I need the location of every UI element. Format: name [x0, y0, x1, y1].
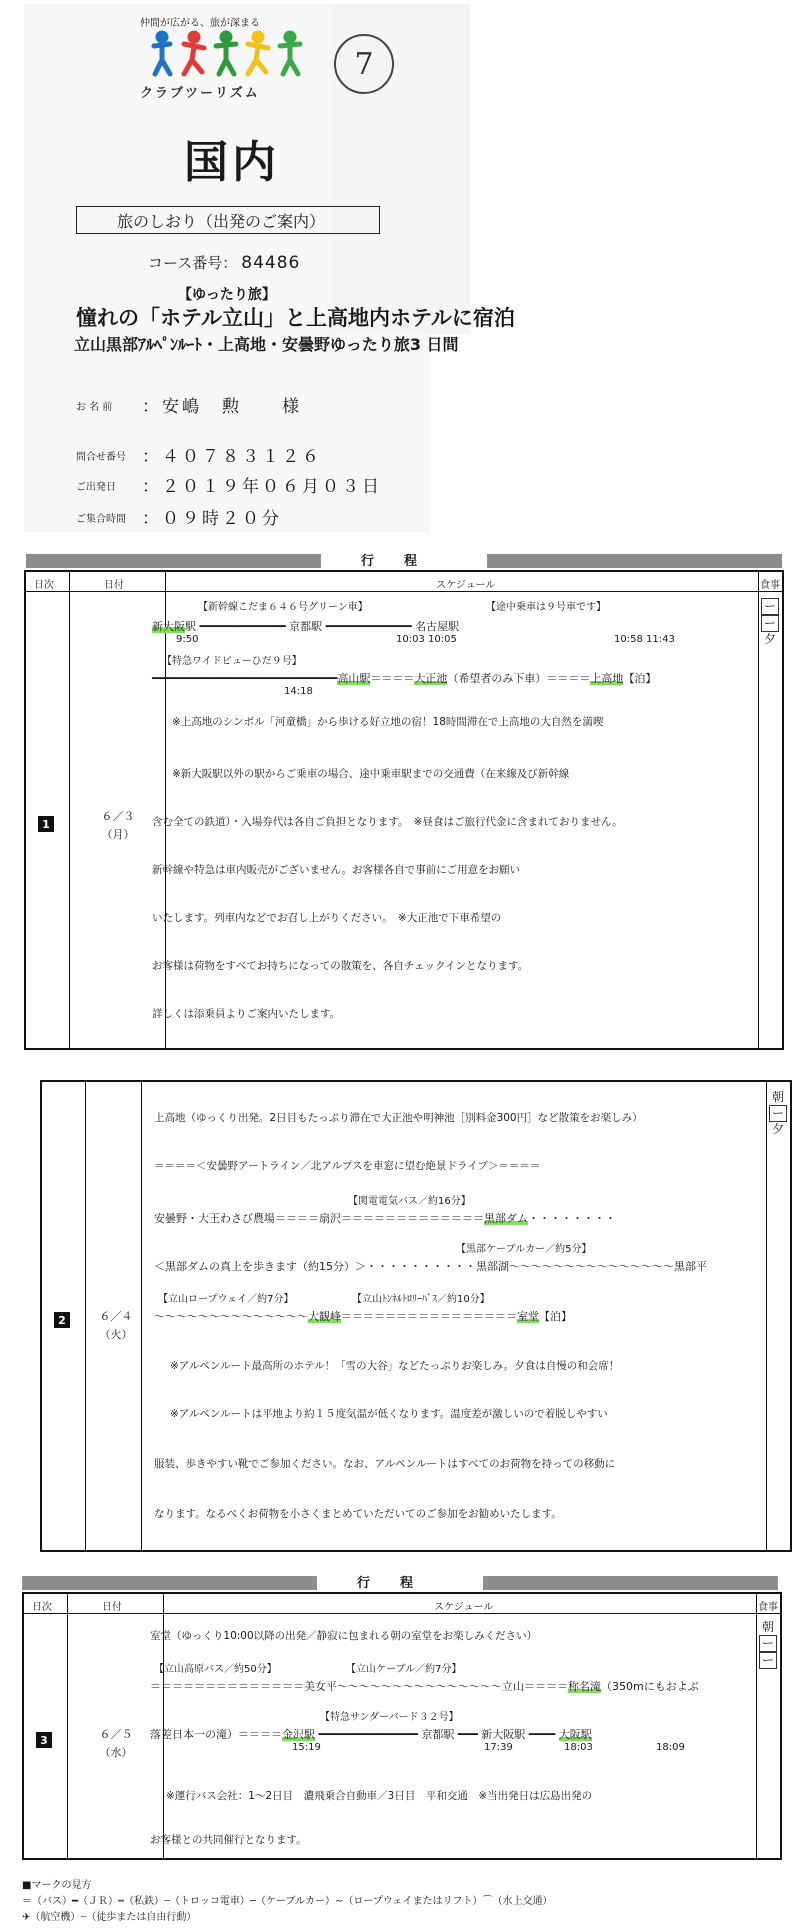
route: 安曇野・大王わさび農場＝＝＝＝扇沢＝＝＝＝＝＝＝＝＝＝＝＝＝ — [154, 1212, 484, 1225]
legend-line: ✈（航空機）┈（徒歩または自由行動） — [22, 1912, 197, 1923]
trolley-label: 【立山ﾄﾝﾈﾙﾄﾛﾘｰﾊﾞｽ／約10分】 — [352, 1294, 490, 1305]
walk-line: ・・・・・・・・ — [528, 1212, 616, 1225]
col-meal — [766, 1082, 790, 1550]
course-label: コース番号： — [148, 254, 238, 272]
cable-label: 【黒部ケーブルカー／約5分】 — [456, 1244, 592, 1255]
station-note: （希望者のみ下車） — [447, 672, 547, 685]
meal-cell — [758, 1620, 778, 1669]
time: 9:50 — [176, 634, 199, 645]
rail-line: ━━━ — [454, 1728, 482, 1741]
schedule-line: 上高地（ゆっくり出発。2日目もたっぷり滞在で大正池や明神池［別料金300円］など散策をお楽しみ） — [154, 1112, 643, 1124]
handwritten-circle-mark: 7 — [334, 34, 394, 94]
note: いたします。列車内などでお召し上がりください。 ※大正池で下車希望の — [152, 912, 502, 924]
route-row — [154, 1308, 572, 1324]
meal-breakfast: ー — [761, 598, 779, 615]
rail-line: ━━━━━━━━━━━━━━━ — [315, 1728, 422, 1741]
bus-label: 【関電電気バス／約16分】 — [348, 1196, 471, 1207]
meal-lunch: ー — [761, 615, 779, 632]
note: 含む全ての鉄道）・入場券代は各自ご負担となります。 ※昼食はご旅行代金に含まれておりません。 — [152, 816, 623, 828]
rail-line: ━━━━━━━━━━━━━ — [196, 620, 290, 633]
route: ＝＝＝＝＝＝＝＝＝＝＝＝＝＝美女平～～～～～～～～～～～～～～～立山＝＝＝＝ — [150, 1680, 568, 1693]
time: 17:39 — [484, 1742, 513, 1753]
station: 名古屋駅 — [415, 620, 460, 633]
note: お客様との共同催行となります。 — [150, 1834, 307, 1846]
time: 18:03 — [564, 1742, 593, 1753]
tour-title-line2: 立山黒部ｱﾙﾍﾟﾝﾙｰﾄ・上高地・安曇野ゆったり旅3 日間 — [74, 335, 459, 354]
note: 服装、歩きやすい靴でご参加ください。なお、アルペンルートはすべてのお荷物を持っての移動に — [154, 1458, 616, 1470]
note: ※上高地のシンボル「河童橋」から歩ける好立地の宿！18時間滞在で上高地の大自然を満喫 — [172, 716, 604, 728]
rail-line: ━━━━━━━━━━━━━ — [322, 620, 416, 633]
course-number — [148, 252, 300, 273]
date-cell — [86, 1308, 146, 1344]
depart-value: ：２０１９年０６月０３日 — [142, 477, 382, 497]
weekday: （火） — [99, 1328, 133, 1341]
col-date-label: 日付 — [102, 1602, 122, 1613]
day3-sheet — [22, 1592, 782, 1860]
note: 新幹線や特急は車内販売がございません。お客様各自で事前にご用意をお願い — [152, 864, 521, 876]
bus-line: ＝＝＝＝ — [546, 672, 591, 685]
weekday: （月） — [101, 828, 135, 841]
note: ※アルペンルート最高所のホテル！「雪の大谷」などたっぷりお楽しみ。夕食は自慢の和会席！ — [170, 1360, 620, 1372]
col-meal-label: 食事 — [758, 1602, 778, 1613]
day1-sheet — [24, 570, 784, 1050]
bus-label: 【立山高原バス／約50分】 — [154, 1664, 277, 1675]
stay-mark: 【泊】 — [623, 672, 657, 685]
meal-lunch: ー — [769, 1105, 787, 1122]
station: 称名滝 — [568, 1680, 601, 1693]
note: なります。なるべくお荷物を小さくまとめていただいてのご参加をお勧めいたします。 — [154, 1508, 562, 1520]
station: 新大阪駅 — [481, 1728, 526, 1741]
brand-name: クラブツーリズム — [140, 86, 260, 101]
meal-breakfast: 朝 — [771, 1090, 784, 1104]
route: 落差日本一の滝）＝＝＝＝ — [150, 1728, 282, 1741]
guide-title: 旅のしおり（出発のご案内） — [117, 211, 326, 231]
time: 10:58 11:43 — [614, 634, 675, 645]
tour-title-line1: 憧れの「ホテル立山」と上高地内ホテルに宿泊 — [76, 306, 515, 330]
meet-label: ご集合時間 — [76, 514, 126, 525]
day2-sheet — [40, 1080, 792, 1552]
itinerary-title: 行程 — [317, 1572, 483, 1591]
bus-line: ＝＝＝＝ — [370, 672, 415, 685]
time: 15:19 — [292, 1742, 321, 1753]
meal-lunch: ー — [759, 1635, 777, 1652]
note: ※新大阪駅以外の駅からご乗車の場合、途中乗車駅までの交通費（在来線及び新幹線 — [172, 768, 570, 780]
station-suffix: 駅 — [185, 620, 196, 633]
ropeway-label: 【立山ロープウェイ／約7分】 — [158, 1294, 294, 1305]
col-meal-label: 食事 — [760, 580, 780, 591]
col-schedule-label: スケジュール — [434, 1602, 494, 1613]
name-value: ：安嶋 勲 様 — [142, 397, 302, 417]
train-label: 【特急サンダーバード３２号】 — [320, 1712, 459, 1723]
train1-note: 【途中乗車は９号車です】 — [486, 602, 606, 613]
date-cell — [86, 1726, 146, 1762]
col-day — [24, 1594, 68, 1858]
inquiry-label: 問合せ番号 — [76, 452, 126, 463]
day-number: 3 — [36, 1732, 52, 1748]
itinerary-header-bar — [26, 554, 782, 568]
rail-line: ━━━━ — [525, 1728, 559, 1741]
meal-dinner: 夕 — [763, 632, 776, 646]
col-date-label: 日付 — [104, 580, 124, 591]
route-row: ＜黒部ダムの真上を歩きます（約15分）＞・・・・・・・・・・黒部湖～～～～～～～～～～～～～～～黒部平 — [154, 1260, 707, 1273]
col-day-label: 日次 — [32, 1602, 52, 1613]
meal-cell — [768, 1090, 788, 1137]
weekday: （水） — [99, 1746, 133, 1759]
col-day — [26, 572, 70, 1048]
station: 金沢駅 — [282, 1728, 315, 1741]
schedule-line: ＝＝＝＝＜安曇野アートライン／北アルプスを車窓に望む絶景ドライブ＞＝＝＝＝ — [154, 1160, 541, 1172]
date-value: ６／４ — [99, 1310, 133, 1323]
bus-line: ＝＝＝＝＝＝＝＝＝＝＝＝＝＝＝＝ — [341, 1310, 517, 1323]
time: 14:18 — [284, 686, 313, 697]
meal-cell — [760, 598, 780, 647]
legend-title: ■マークの見方 — [22, 1880, 92, 1891]
meal-dinner: ー — [759, 1652, 777, 1669]
station: 京都駅 — [421, 1728, 455, 1741]
train2-label: 【特急ワイドビューひだ９号】 — [162, 656, 302, 667]
tagline: 仲間が広がる、旅が深まる — [140, 18, 260, 29]
name-label: お 名 前 — [76, 402, 113, 413]
date-value: ６／３ — [101, 810, 135, 823]
itinerary-header-bar — [22, 1576, 778, 1590]
tour-subtitle: 【ゆったり旅】 — [178, 287, 276, 303]
meet-value: ：０９時２０分 — [142, 509, 282, 529]
club-tourism-logo — [150, 30, 310, 80]
course-value: 84486 — [241, 253, 301, 273]
train1-label: 【新幹線こだま６４６号グリーン車】 — [198, 602, 368, 613]
guide-title-box — [76, 206, 380, 234]
stay-mark: 【泊】 — [539, 1310, 572, 1323]
table-header — [26, 572, 782, 592]
route-row2 — [152, 670, 656, 686]
table-header — [24, 1594, 780, 1614]
route-row — [150, 1678, 699, 1694]
note: 詳しくは添乗員よりご案内いたします。 — [152, 1008, 341, 1020]
date-value: ６／５ — [99, 1728, 133, 1741]
station: 室堂 — [517, 1310, 539, 1323]
station: 京都駅 — [289, 620, 323, 633]
station: 高山駅 — [337, 672, 371, 685]
station: 大阪駅 — [558, 1728, 592, 1741]
station-note: （350mにもおよぶ — [601, 1680, 699, 1693]
legend-line: ＝（バス）━（ＪＲ）┅（私鉄）┄（トロッコ電車）─（ケーブルカー）∼（ロープウェイまたはリフト）⌒（水上交通） — [22, 1896, 553, 1907]
station: 新大阪 — [152, 620, 185, 633]
note: ※アルペンルートは平地より約１５度気温が低くなります。温度差が激しいので着脱しやすい — [170, 1408, 608, 1420]
station: 大正池 — [414, 672, 448, 685]
col-schedule-label: スケジュール — [436, 580, 496, 591]
day-number: 1 — [38, 816, 54, 832]
date-cell — [88, 808, 148, 844]
route-row1 — [152, 618, 459, 634]
station: 大観峰 — [308, 1310, 341, 1323]
cover-page — [0, 0, 806, 540]
time: 10:03 10:05 — [396, 634, 457, 645]
route-row — [150, 1726, 592, 1742]
col-day-label: 日次 — [34, 580, 54, 591]
note: お客様は荷物をすべてお持ちになっての散策を、各自チェックインとなります。 — [152, 960, 529, 972]
inquiry-value: ：４０７８３１２６ — [142, 447, 322, 467]
meal-breakfast: 朝 — [761, 1620, 774, 1634]
domestic-heading: 国内 — [184, 137, 280, 188]
schedule-line: 室堂（ゆっくり10:00以降の出発／静寂に包まれる朝の室堂をお楽しみください） — [150, 1630, 538, 1642]
depart-label: ご出発日 — [76, 482, 116, 493]
station: 黒部ダム — [484, 1212, 528, 1225]
note: ※運行バス会社：1～2日目 濃飛乗合自動車／3日目 平和交通 ※当出発日は広島出発の — [166, 1790, 593, 1802]
route-row — [154, 1210, 616, 1226]
itinerary-title: 行程 — [321, 550, 487, 569]
ropeway-line: ～～～～～～～～～～～～～～ — [154, 1310, 308, 1323]
cable-label: 【立山ケーブル／約7分】 — [346, 1664, 462, 1675]
time: 18:09 — [656, 1742, 685, 1753]
meal-dinner: 夕 — [771, 1122, 784, 1136]
station: 上高地 — [590, 672, 624, 685]
rail-line: ━━━━━━━━━━━━━━━━━━━━━━━━━━━━ — [152, 672, 338, 685]
day-number: 2 — [54, 1312, 70, 1328]
